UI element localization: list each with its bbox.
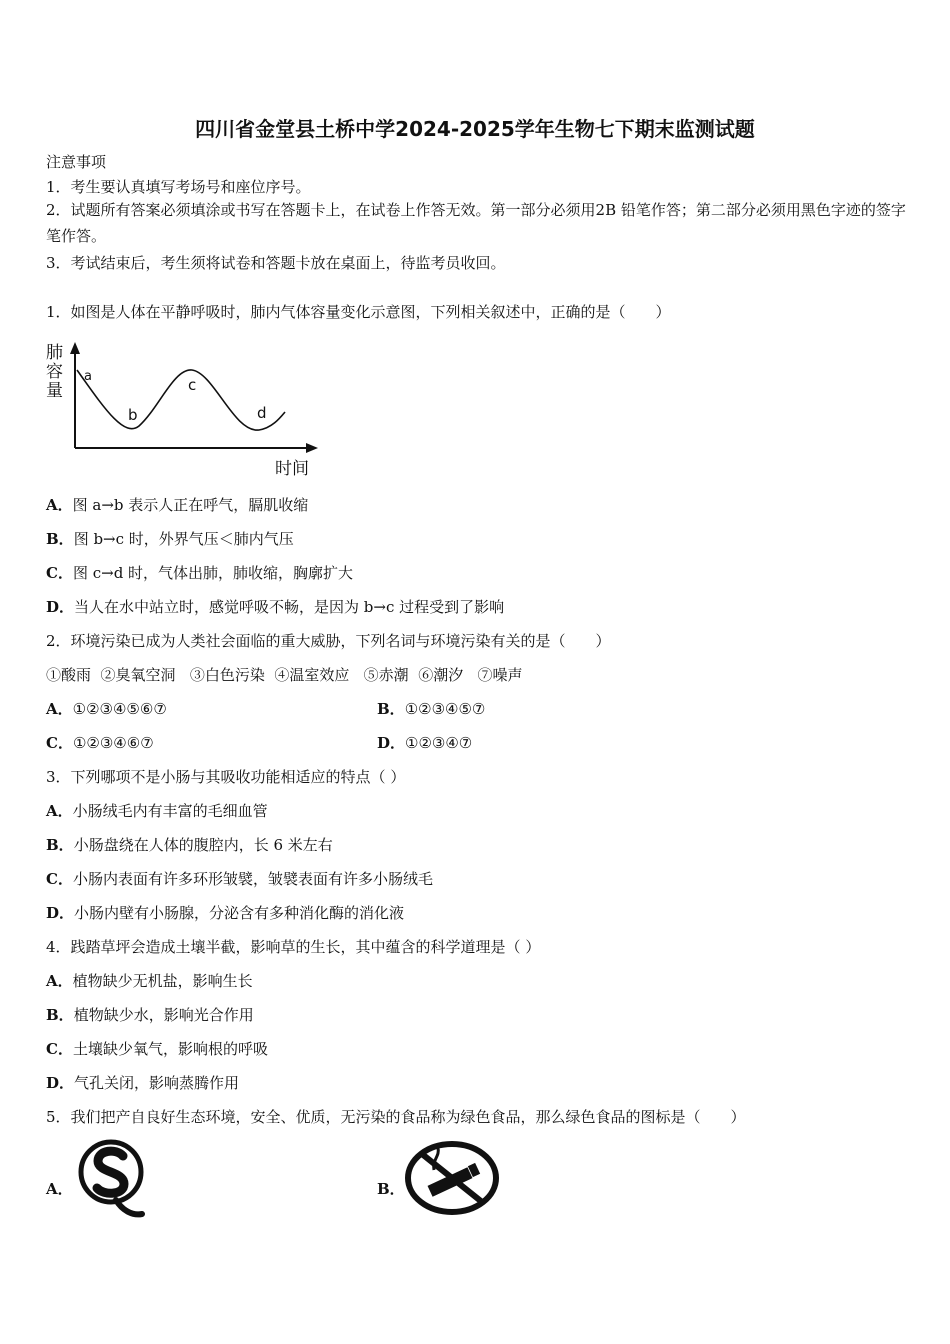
q2-stem: 2．环境污染已成为人类社会面临的重大威胁，下列名词与环境污染有关的是（ ） xyxy=(46,632,611,650)
no-smoking-sign-icon xyxy=(404,1140,500,1216)
q4-option-d: D．气孔关闭，影响蒸腾作用 xyxy=(46,1074,240,1092)
q5-stem: 5．我们把产自良好生态环境，安全、优质，无污染的食品称为绿色食品，那么绿色食品的图标是（ ） xyxy=(46,1108,746,1126)
notice-heading: 注意事项 xyxy=(46,153,107,171)
diagram-ylabel-1: 肺 xyxy=(46,343,63,363)
quality-s-logo-icon xyxy=(76,1136,150,1220)
q3-option-b: B．小肠盘绕在人体的腹腔内，长 6 米左右 xyxy=(46,836,333,854)
diagram-x-arrow xyxy=(306,443,318,453)
q4-stem: 4．践踏草坪会造成土壤半截，影响草的生长，其中蕴含的科学道理是（ ） xyxy=(46,938,541,956)
q1-option-b: B．图 b→c 时，外界气压＜肺内气压 xyxy=(46,530,294,548)
diagram-y-arrow xyxy=(70,342,80,354)
q2-option-c: C．①②③④⑥⑦ xyxy=(46,734,154,752)
q3-option-c: C．小肠内表面有许多环形皱襞，皱襞表面有许多小肠绒毛 xyxy=(46,870,433,888)
q1-option-d: D．当人在水中站立时，感觉呼吸不畅，是因为 b→c 过程受到了影响 xyxy=(46,598,505,616)
notice-item-2: 2．试题所有答案必须填涂或书写在答题卡上，在试卷上作答无效。第一部分必须用2B 铅笔作答；第二部分必须用黑色字迹的签字笔作答。 xyxy=(46,201,906,245)
diagram-point-a: a xyxy=(84,369,92,384)
diagram-xlabel: 时间 xyxy=(275,459,309,479)
diagram-point-d: d xyxy=(257,404,267,422)
q3-stem: 3．下列哪项不是小肠与其吸收功能相适应的特点（ ） xyxy=(46,768,406,786)
lung-volume-diagram xyxy=(44,338,330,480)
q3-option-a: A．小肠绒毛内有丰富的毛细血管 xyxy=(46,802,268,820)
q4-option-b: B．植物缺少水，影响光合作用 xyxy=(46,1006,254,1024)
diagram-point-b: b xyxy=(128,406,138,424)
q1-option-a: A．图 a→b 表示人正在呼气，膈肌收缩 xyxy=(46,496,309,514)
diagram-volume-curve xyxy=(77,370,285,430)
exam-title: 四川省金堂县土桥中学2024-2025学年生物七下期末监测试题 xyxy=(195,117,755,141)
q5-option-b-label: B． xyxy=(377,1180,405,1198)
q2-option-b: B．①②③④⑤⑦ xyxy=(377,700,486,718)
diagram-ylabel-2: 容 xyxy=(46,362,63,382)
q1-option-c: C．图 c→d 时，气体出肺，肺收缩，胸廓扩大 xyxy=(46,564,354,582)
q3-option-d: D．小肠内壁有小肠腺，分泌含有多种消化酶的消化液 xyxy=(46,904,405,922)
q1-stem: 1．如图是人体在平静呼吸时，肺内气体容量变化示意图，下列相关叙述中，正确的是（ ） xyxy=(46,303,671,321)
q5-option-a-label: A． xyxy=(46,1180,73,1198)
q2-option-a: A．①②③④⑤⑥⑦ xyxy=(46,700,167,718)
q4-option-a: A．植物缺少无机盐，影响生长 xyxy=(46,972,253,990)
q2-terms: ①酸雨 ②臭氧空洞 ③白色污染 ④温室效应 ⑤赤潮 ⑥潮汐 ⑦噪声 xyxy=(46,666,523,684)
q4-option-c: C．土壤缺少氧气，影响根的呼吸 xyxy=(46,1040,268,1058)
diagram-ylabel-3: 量 xyxy=(46,381,63,401)
diagram-point-c: c xyxy=(188,376,197,394)
q2-option-d: D．①②③④⑦ xyxy=(377,734,473,752)
notice-item-3: 3．考试结束后，考生须将试卷和答题卡放在桌面上，待监考员收回。 xyxy=(46,254,506,272)
notice-item-1: 1．考生要认真填写考场号和座位序号。 xyxy=(46,178,311,196)
